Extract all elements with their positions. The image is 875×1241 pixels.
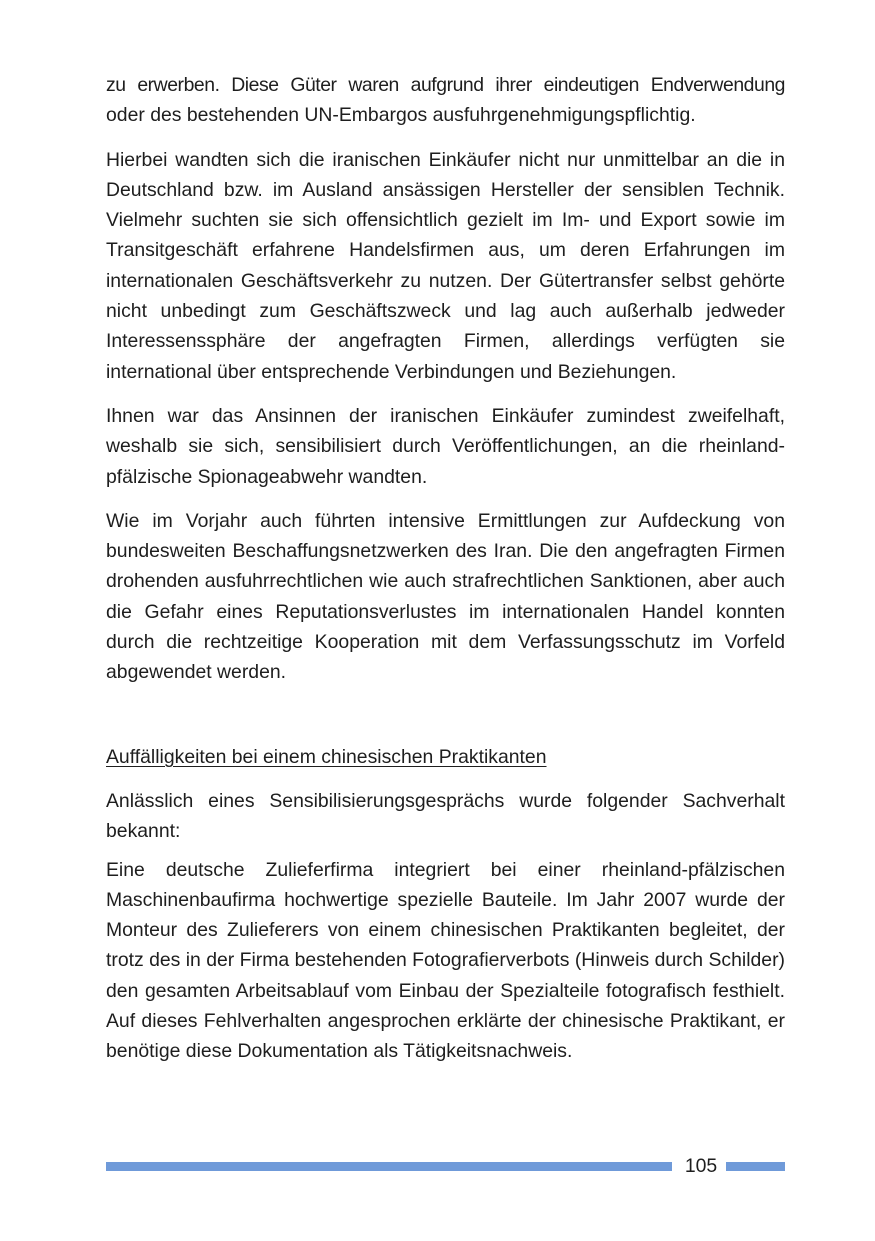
- paragraph: Eine deutsche Zulieferfirma integriert bei einer rheinland-pfälzischen Maschinenbaufirma hochwertige spezielle Bauteile. Im Jahr 2007 wurde der Monteur des Zulieferers von einem chinesischen Praktikanten begleitet, der trotz des in der Firma bestehenden Fotografierverbots (Hinweis durch Schilder) den gesamten Arbeitsablauf vom Einbau der Spezialteile fotografisch festhielt. Auf dieses Fehlverhalten angesprochen erklärte der chinesische Praktikant, er benötige diese Dokumentation als Tätigkeitsnachweis.: [106, 858, 785, 1063]
- paragraph-continuation: [106, 70, 785, 131]
- footer-bar-left: [106, 1162, 672, 1171]
- page-number: 105: [684, 1155, 718, 1177]
- page-body: [106, 70, 785, 1067]
- section-heading: Auffälligkeiten bei einem chinesischen Praktikanten: [106, 745, 547, 768]
- page-footer: [106, 1152, 785, 1182]
- paragraph: Ihnen war das Ansinnen der iranischen Einkäufer zumindest zweifelhaft, weshalb sie sich, sensibilisiert durch Veröffentlichungen, an die rheinland-pfälzische Spionageabwehr wandten.: [106, 404, 785, 488]
- paragraph: Wie im Vorjahr auch führten intensive Ermittlungen zur Aufdeckung von bundesweiten Beschaffungsnetzwerken des Iran. Die den angefragten Firmen drohenden ausfuhrrechtlichen wie auch strafrechtlichen Sanktionen, aber auch die Gefahr eines Reputationsverlustes im internationalen Handel konnten durch die rechtzeitige Kooperation mit dem Verfassungsschutz im Vorfeld abgewendet werden.: [106, 509, 785, 684]
- paragraph: Anlässlich eines Sensibilisierungsgesprächs wurde folgender Sachverhalt bekannt:: [106, 789, 785, 843]
- footer-bar-right: [726, 1162, 785, 1171]
- paragraph: Hierbei wandten sich die iranischen Einkäufer nicht nur unmittelbar an die in Deutschland bzw. im Ausland ansässigen Hersteller der sensiblen Technik. Vielmehr suchten sie sich offensichtlich gezielt im Im- und Export sowie im Transitgeschäft erfahrene Handelsfirmen aus, um deren Erfahrungen im internationalen Geschäftsverkehr zu nutzen. Der Gütertransfer selbst gehörte nicht unbedingt zum Geschäftszweck und lag auch außerhalb jedweder Interessenssphäre der angefragten Firmen, allerdings verfügten sie international über entsprechende Verbindungen und Beziehungen.: [106, 148, 785, 383]
- paragraph-line: oder des bestehenden UN-Embargos ausfuhrgenehmigungspflichtig.: [106, 104, 696, 127]
- paragraph-line: zu erwerben. Diese Güter waren aufgrund ihrer eindeutigen Endverwendung: [106, 74, 785, 96]
